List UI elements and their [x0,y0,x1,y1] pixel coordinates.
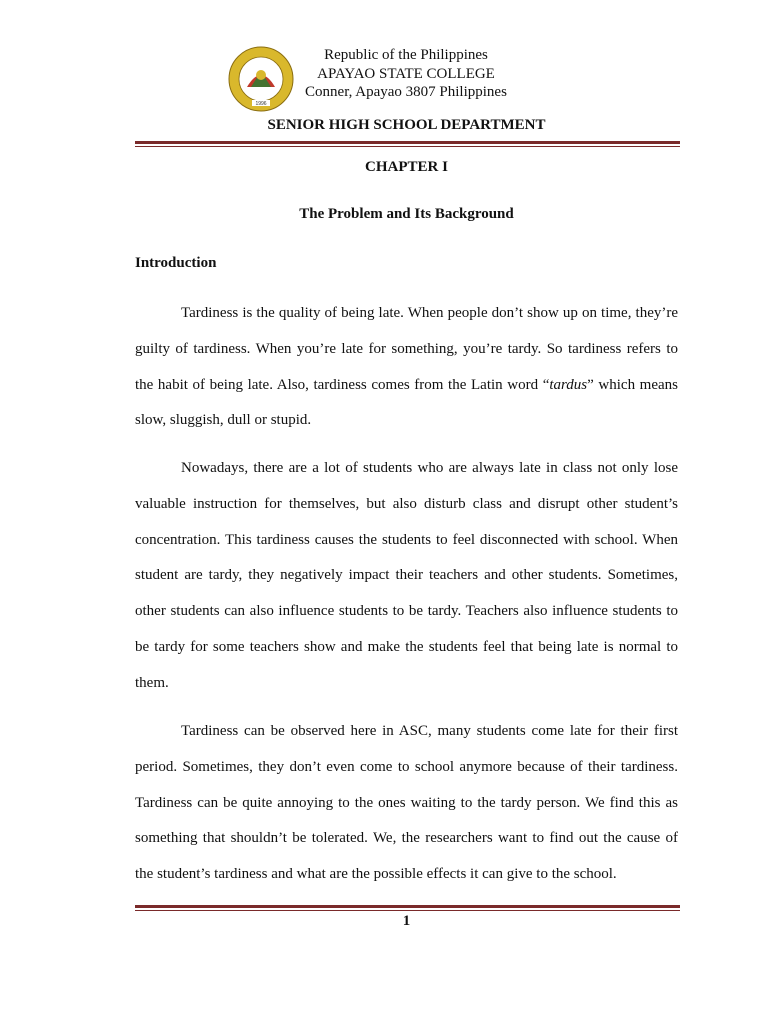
institution-header [290,46,522,102]
header-college-name: APAYAO STATE COLLEGE [317,65,495,82]
header-country: Republic of the Philippines [324,47,488,63]
department-title: SENIOR HIGH SCHOOL DEPARTMENT [267,117,546,133]
chapter-subtitle: The Problem and Its Background [299,206,514,222]
header-divider [135,141,680,147]
paragraph-1-text-end: ” which means slow, sluggish, dull or stupid. [135,376,679,429]
paragraph-2: Nowadays, there are a lot of students who are always late in class not only lose valuable instruction for themselves, but also disturb class and disrupt other student’s concentration. This tardiness causes the students to feel disconnected with school. When student are tardy, they negatively impact their teachers and other students. Sometimes, other students can also influence students to be tardy. Teachers also influence students to be tardy for some teachers show and make the students feel that being late is normal to them. [135,460,678,691]
page-number: 1 [402,913,411,929]
paragraph-1 [135,296,678,439]
latin-word: tardus [549,376,588,393]
seal-year: 1996 [255,101,267,107]
paragraph-1-text: Tardiness is the quality of being late. When people don’t show up on time, they’re guilty of tardiness. When you’re late for something, you’re tardy. So tardiness refers to the habit of being late. Also, tardiness comes from the Latin word “ [135,305,678,393]
footer-divider [135,905,680,911]
section-heading: Introduction [135,255,217,271]
chapter-title: CHAPTER I [365,159,448,175]
header-address: Conner, Apayao 3807 Philippines [305,84,507,100]
paragraph-3: Tardiness can be observed here in ASC, many students come late for their first period. Sometimes, they don’t even come to school anymore because of their tardiness. Tardiness can be quite annoying to the ones waiting to the tardy person. We find this as something that shouldn’t be tolerated. We, the researchers want to find out the cause of the student’s tardiness and what are the possible effects it can give to the school. [135,723,678,883]
college-seal-logo [221,45,301,113]
